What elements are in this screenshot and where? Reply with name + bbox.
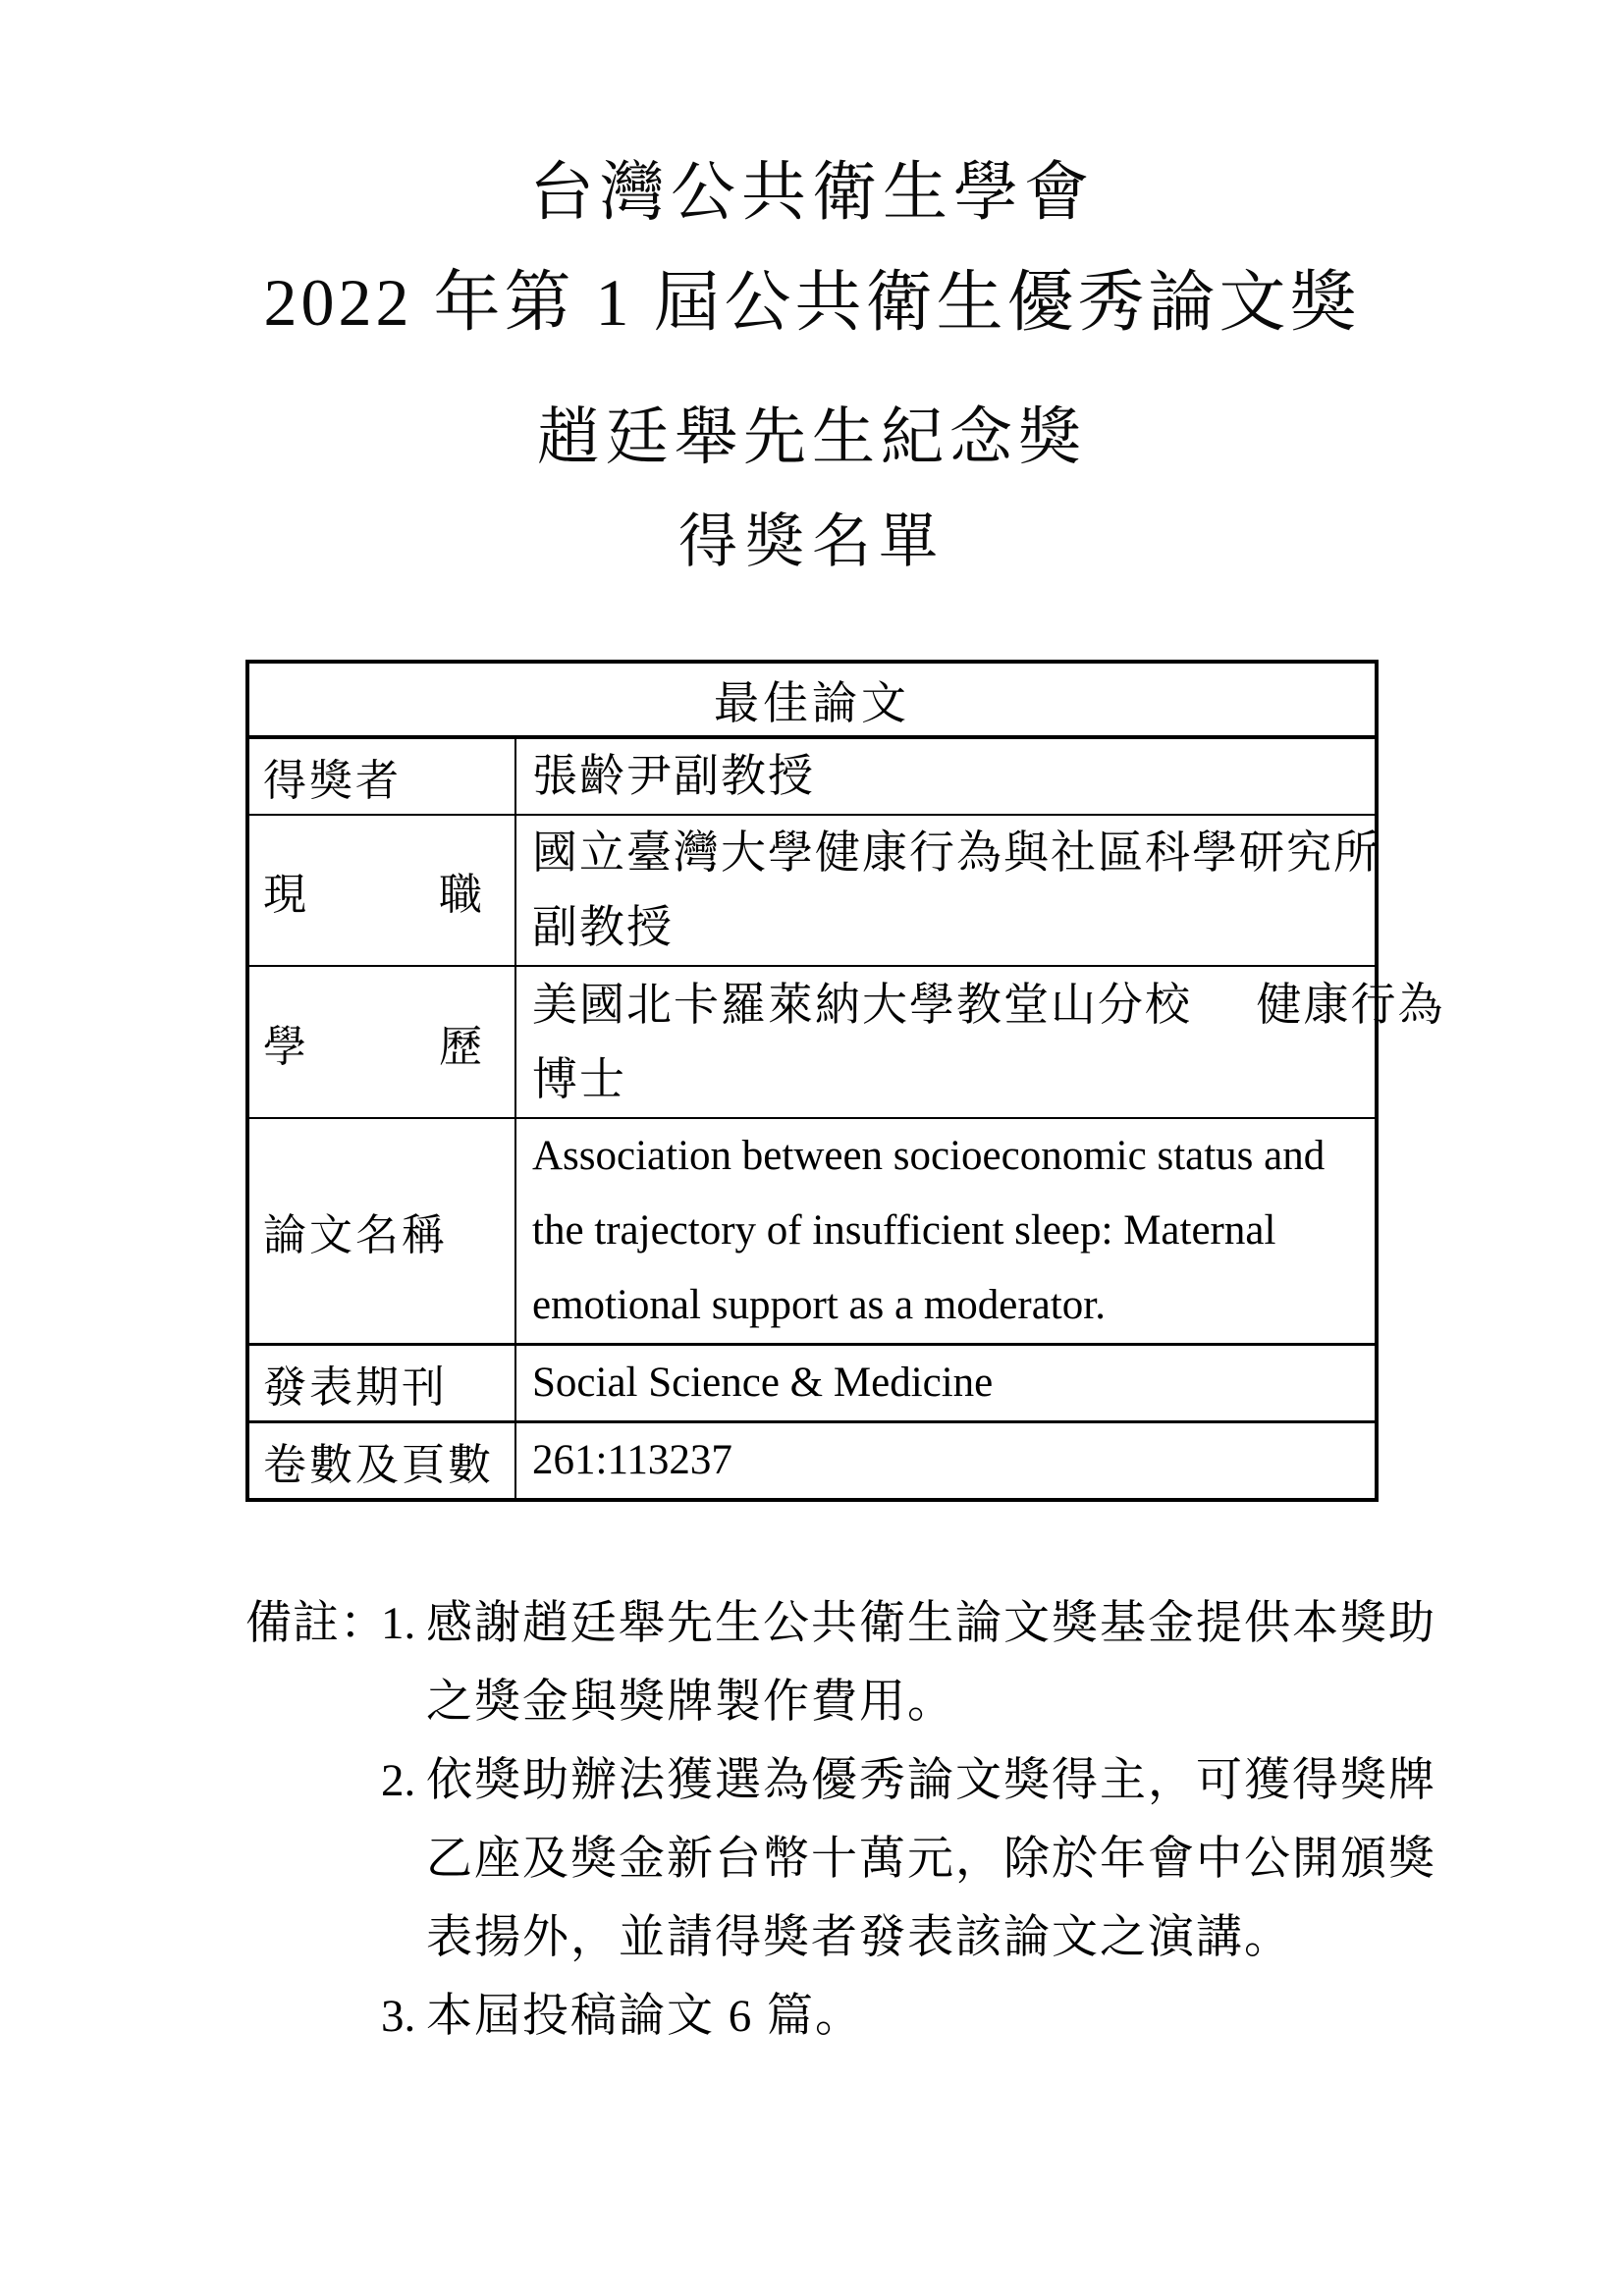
table-row-journal [247,1345,1377,1422]
paper-title-line-1: Association between socioeconomic status and [532,1133,1326,1179]
notes-items [381,1584,1436,2056]
paper-title-line-3: emotional support as a moderator. [532,1282,1106,1328]
document-title-memorial-award: 趙廷舉先生紀念獎 [537,402,1087,472]
education-line-2: 博士 [532,1053,626,1104]
note-1-line-1: 感謝趙廷舉先生公共衛生論文獎基金提供本獎助 [426,1598,1436,1649]
note-2-line-2: 乙座及獎金新台幣十萬元，除於年會中公開頒獎 [426,1834,1436,1885]
table-row-current-position [247,815,1377,966]
value-paper-title [515,1118,1377,1345]
note-item-2 [381,1741,1436,1977]
note-item-1 [381,1584,1436,1741]
value-education [515,966,1445,1118]
note-3-number: 3. [381,1991,416,2042]
value-current-position [515,815,1380,966]
document-title-award-year: 2022 年第 1 屆公共衛生優秀論文獎 [263,265,1361,340]
current-position-line-1: 國立臺灣大學健康行為與社區科學研究所 [532,828,1380,878]
table-row-winner [247,737,1377,815]
value-winner [515,737,1377,815]
journal-name: Social Science & Medicine [532,1360,994,1406]
table-row-volume-pages [247,1422,1377,1501]
label-winner: 得獎者 [247,737,515,815]
value-volume-pages [515,1422,1377,1501]
note-2-line-1: 依獎助辦法獲選為優秀論文獎得主，可獲得獎牌 [426,1755,1436,1806]
value-journal [515,1345,1377,1422]
volume-pages-value: 261:113237 [532,1437,732,1483]
note-3-line-1: 本屆投稿論文 6 篇。 [426,1991,863,2042]
winner-name: 張齡尹副教授 [532,751,815,801]
award-table [245,660,1445,1502]
table-header-best-paper: 最佳論文 [247,662,1377,737]
education-line-1: 美國北卡羅萊納大學教堂山分校 健康行為 [532,979,1445,1030]
table-row-education [247,966,1377,1118]
table-row-paper-title [247,1118,1377,1345]
notes-section [245,1584,1436,2056]
note-2-line-3: 表揚外，並請得獎者發表該論文之演講。 [426,1912,1292,1963]
label-education: 學 歷 [247,966,515,1118]
note-1-number: 1. [381,1598,416,1649]
paper-title-line-2: the trajectory of insufficient sleep: Maternal [532,1207,1276,1254]
document-title-association: 台灣公共衛生學會 [529,157,1095,229]
note-item-3 [381,1977,1436,2056]
note-2-number: 2. [381,1755,416,1806]
document-title-winners-list: 得獎名單 [678,509,946,574]
label-paper-title: 論文名稱 [247,1118,515,1345]
label-journal: 發表期刊 [247,1345,515,1422]
table-row-header [247,662,1377,737]
label-current-position: 現 職 [247,815,515,966]
note-1-line-2: 之獎金與獎牌製作費用。 [426,1677,955,1728]
label-volume-pages: 卷數及頁數 [247,1422,515,1501]
notes-label: 備註： [245,1598,387,1649]
current-position-line-2: 副教授 [532,902,674,952]
